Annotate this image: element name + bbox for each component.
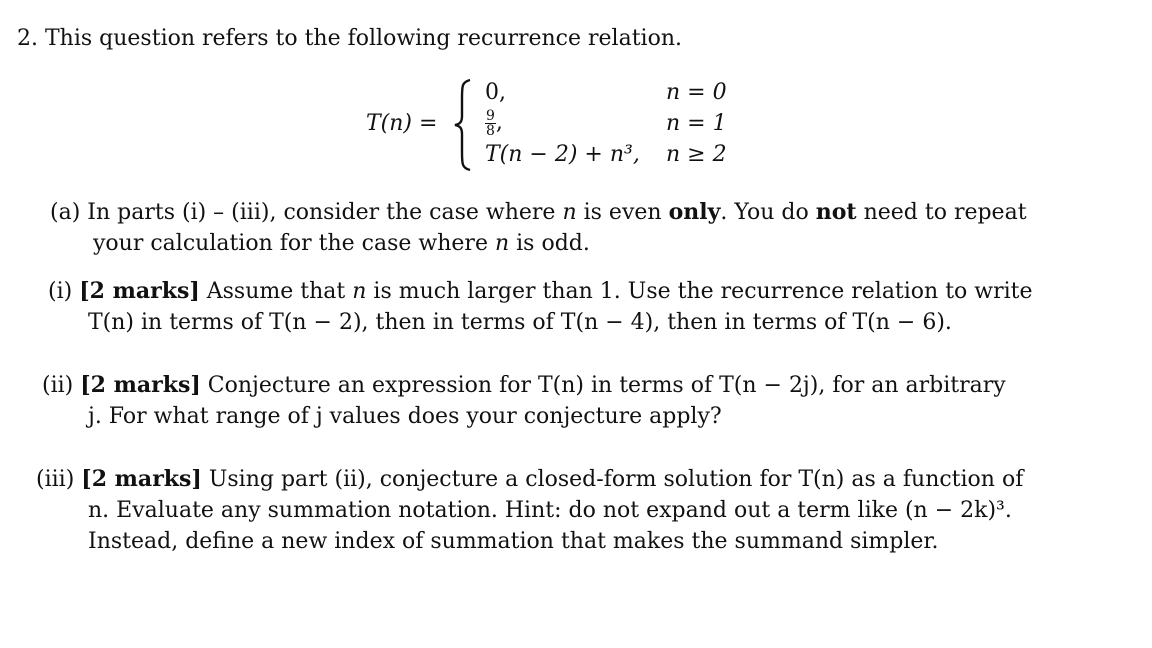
part-a-text: is even xyxy=(583,200,662,225)
part-iii-marks: [2 marks] xyxy=(81,466,202,492)
recurrence-lhs: T(n) = xyxy=(366,111,438,136)
case-condition-3: n ≥ 2 xyxy=(666,142,727,167)
part-ii-marks: [2 marks] xyxy=(80,372,201,398)
fraction-numerator: 9 xyxy=(486,107,495,124)
part-ii-label: (ii) xyxy=(42,373,74,398)
part-a-text: In parts (i) – (iii), consider the case where xyxy=(87,200,556,225)
part-a-line-2 xyxy=(93,228,590,259)
part-i-label: (i) xyxy=(48,279,73,304)
part-iii-line-1 xyxy=(36,464,1023,495)
case-value-2 xyxy=(485,106,503,140)
part-i-line-1 xyxy=(48,276,1033,307)
part-iii-label: (iii) xyxy=(36,467,75,492)
case-value-1: 0, xyxy=(485,80,506,105)
part-i-marks: [2 marks] xyxy=(79,278,200,304)
question-intro: This question refers to the following recurrence relation. xyxy=(45,26,682,51)
part-a-label: (a) xyxy=(50,200,81,225)
part-ii-line-2: j. For what range of j values does your conjecture apply? xyxy=(88,404,722,429)
part-ii-text: Conjecture an expression for T(n) in terms of T(n − 2j), for an arbitrary xyxy=(207,373,1006,398)
question-number: 2. xyxy=(17,26,38,51)
emphasis-only: only xyxy=(668,199,721,225)
fraction-denominator: 8 xyxy=(486,122,495,139)
case-condition-1: n = 0 xyxy=(666,80,727,105)
part-iii-text: Using part (ii), conjecture a closed-form solution for T(n) as a function of xyxy=(208,467,1024,492)
case-condition-2: n = 1 xyxy=(666,111,727,136)
part-a-text: is odd. xyxy=(516,231,590,256)
var-n: n xyxy=(562,200,577,225)
part-ii-line-1 xyxy=(42,370,1006,401)
left-brace-icon xyxy=(452,78,474,172)
part-iii-line-2: n. Evaluate any summation notation. Hint: do not expand out a term like (n − 2k)³. xyxy=(88,498,1012,523)
part-a-text: need to repeat xyxy=(863,200,1027,225)
part-a-line-1 xyxy=(50,197,1027,228)
part-i-line-2: T(n) in terms of T(n − 2), then in terms of T(n − 4), then in terms of T(n − 6). xyxy=(88,310,952,335)
part-iii-line-3: Instead, define a new index of summation that makes the summand simpler. xyxy=(88,529,939,554)
part-i-text: Assume that xyxy=(206,279,346,304)
case-value-3: T(n − 2) + n³, xyxy=(485,142,640,167)
fraction xyxy=(485,109,496,138)
part-i-text: is much larger than 1. Use the recurrence relation to write xyxy=(373,279,1033,304)
emphasis-not: not xyxy=(815,199,857,225)
part-a-text: . You do xyxy=(720,200,809,225)
fraction-suffix: , xyxy=(495,110,503,135)
question-heading xyxy=(17,23,682,54)
var-n: n xyxy=(494,231,510,256)
part-a-text: your calculation for the case where xyxy=(93,231,488,256)
var-n: n xyxy=(352,279,367,304)
